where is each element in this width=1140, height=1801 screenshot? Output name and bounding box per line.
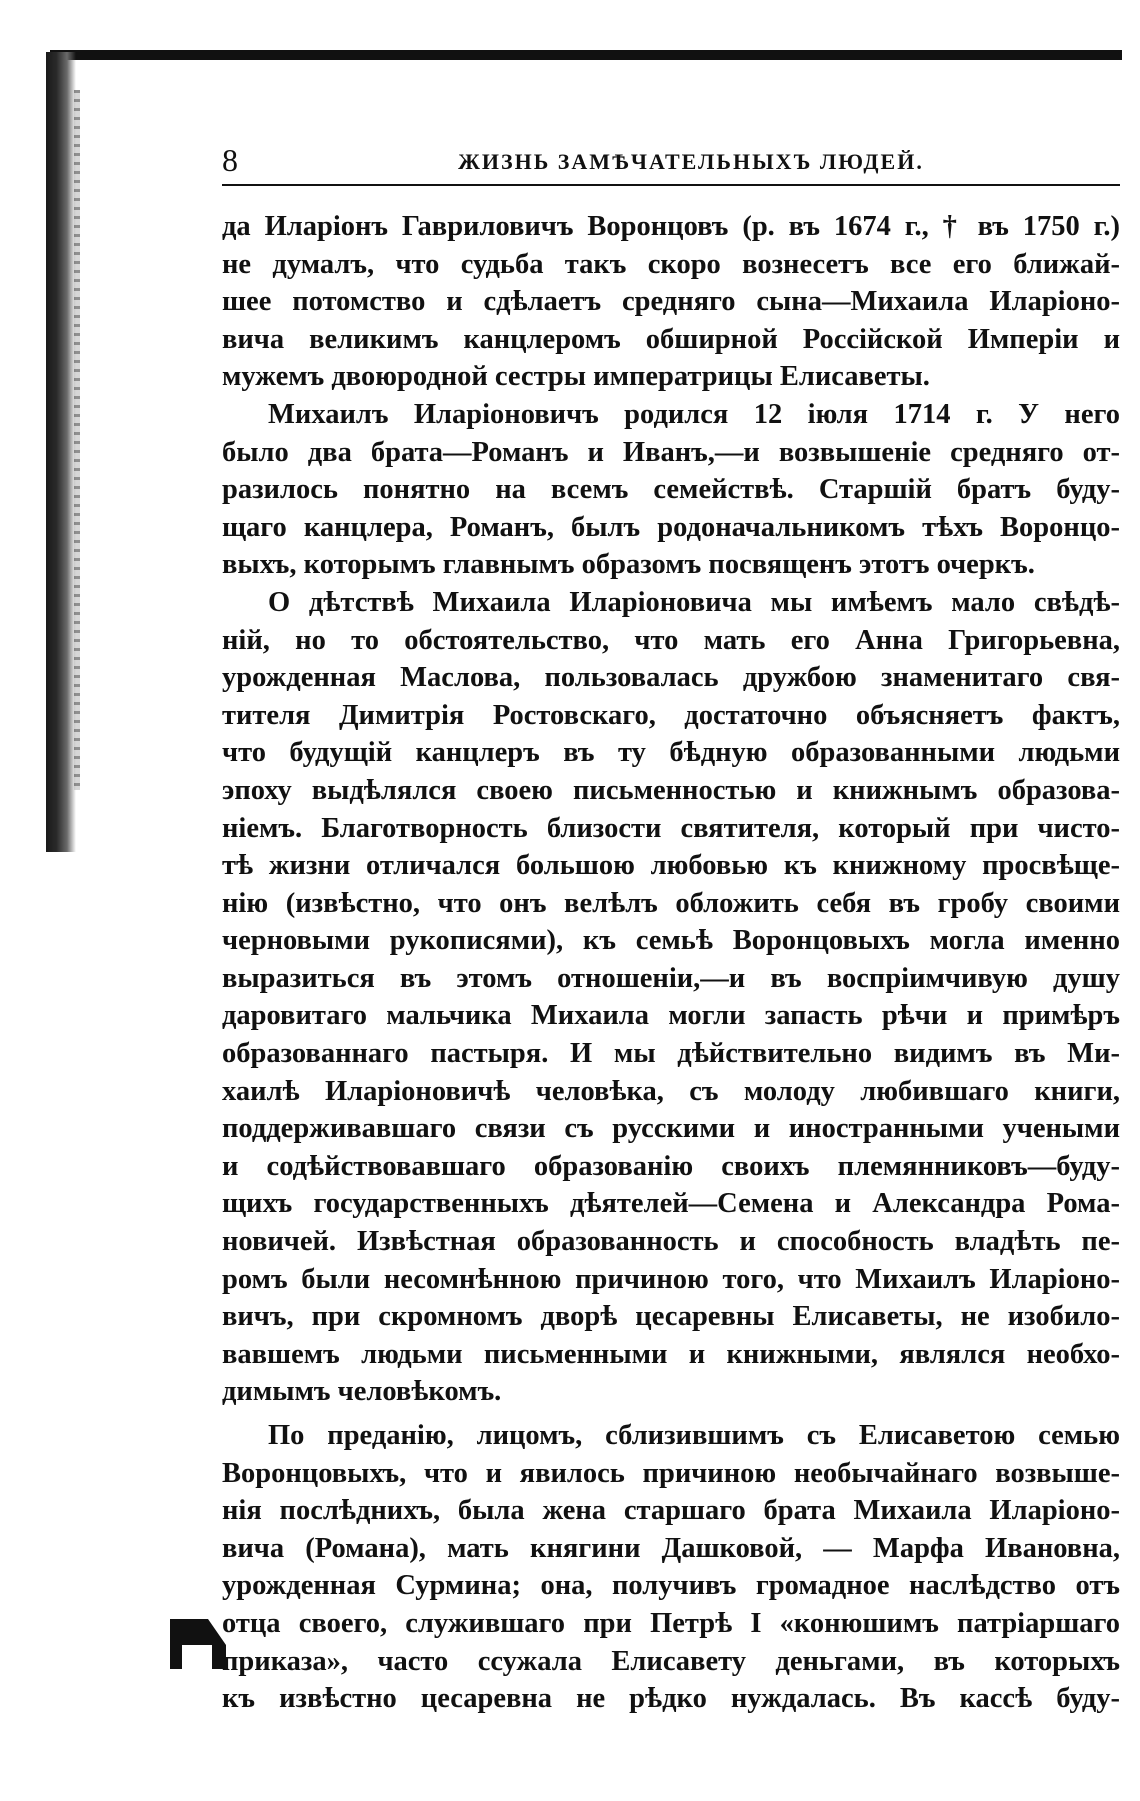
text-line: выхъ, которымъ главнымъ образомъ посвященъ этотъ очеркъ.	[222, 549, 1035, 581]
text-line: даровитаго мальчика Михаила могли запасть рѣчи и примѣръ	[222, 1000, 1120, 1032]
scan-shadow-left	[74, 90, 80, 790]
text-line: Михаилъ Иларіоновичъ родился 12 іюля 1714 г. У него	[268, 398, 1120, 430]
text-line: разилось понятно на всемъ семействѣ. Старшій братъ буду-	[222, 474, 1120, 506]
text-line: нію (извѣстно, что онъ велѣлъ обложить себя въ гробу своими	[222, 887, 1120, 919]
text-line: эпоху выдѣлялся своею письменностью и книжнымъ образова-	[222, 774, 1120, 806]
scan-border-top	[50, 50, 1122, 60]
text-line: выразиться въ этомъ отношеніи,—и въ воспріимчивую душу	[222, 962, 1120, 994]
running-title: ЖИЗНЬ ЗАМѢЧАТЕЛЬНЫХЪ ЛЮДЕЙ.	[458, 149, 924, 174]
text-line: и содѣйствовавшаго образованію своихъ племянниковъ—буду-	[222, 1150, 1120, 1182]
text-line: ромъ были несомнѣнною причиною того, что Михаилъ Иларіоно-	[222, 1263, 1120, 1295]
text-line: По преданію, лицомъ, сблизившимъ съ Елисаветою семью	[268, 1420, 1120, 1451]
text-line: шее потомство и сдѣлаетъ средняго сына—Михаила Иларіоно-	[222, 286, 1120, 318]
page-corner-mark	[168, 1615, 228, 1669]
text-line: отца своего, служившаго при Петрѣ I «конюшимъ патріаршаго	[222, 1607, 1120, 1639]
page-number: 8	[222, 142, 238, 178]
text-line: щаго канцлера, Романъ, былъ родоначальникомъ тѣхъ Воронцо-	[222, 511, 1120, 543]
text-line: не думалъ, что судьба такъ скоро вознесетъ все его ближай-	[222, 248, 1120, 280]
text-line: черновыми рукописями), къ семьѣ Воронцовыхъ могла именно	[222, 925, 1120, 957]
text-line: хаилѣ Иларіоновичѣ человѣка, съ молоду любившаго книги,	[222, 1075, 1120, 1107]
text-line: вича (Романа), мать княгини Дашковой, — Марфа Ивановна,	[222, 1532, 1120, 1564]
text-line: щихъ государственныхъ дѣятелей—Семена и Александра Рома-	[222, 1188, 1120, 1220]
text-line: О дѣтствѣ Михаила Иларіоновича мы имѣемъ мало свѣдѣ-	[268, 586, 1120, 618]
text-line: урожденная Маслова, пользовалась дружбою знаменитаго свя-	[222, 662, 1120, 694]
text-line: да Иларіонъ Гавриловичъ Воронцовъ (р. въ 1674 г., † въ 1750 г.)	[222, 211, 1120, 242]
text-line: было два брата—Романъ и Иванъ,—и возвышеніе средняго от-	[222, 436, 1120, 468]
text-line: приказа», часто ссужала Елисавету деньгами, въ которыхъ	[222, 1645, 1120, 1677]
text-line: тѣ жизни отличался большою любовью къ книжному просвѣще-	[222, 850, 1120, 882]
text-line: мужемъ двоюродной сестры императрицы Елисаветы.	[222, 361, 930, 393]
scan-border-left	[46, 52, 76, 852]
text-line: вича великимъ канцлеромъ обширной Россійской Имперіи и	[222, 323, 1120, 355]
text-line: нія послѣднихъ, была жена старшаго брата Михаила Иларіоно-	[222, 1495, 1120, 1527]
text-line: урожденная Сурмина; она, получивъ громадное наслѣдство отъ	[222, 1570, 1120, 1602]
page-header	[222, 140, 1120, 186]
text-line: тителя Димитрія Ростовскаго, достаточно объясняетъ фактъ,	[222, 699, 1120, 731]
text-line: димымъ человѣкомъ.	[222, 1376, 502, 1408]
body-text	[222, 208, 1120, 1718]
text-line: новичей. Извѣстная образованность и способность владѣть пе-	[222, 1226, 1120, 1258]
text-line: вавшемъ людьми письменными и книжными, являлся необхо-	[222, 1338, 1120, 1370]
text-line: къ извѣстно цесаревна не рѣдко нуждалась. Въ кассѣ буду-	[222, 1683, 1120, 1715]
text-line: что будущій канцлеръ въ ту бѣдную образованными людьми	[222, 737, 1120, 769]
text-line: поддерживавшаго связи съ русскими и иностранными учеными	[222, 1113, 1120, 1145]
text-line: образованнаго пастыря. И мы дѣйствительно видимъ въ Ми-	[222, 1038, 1120, 1070]
text-line: ніемъ. Благотворность близости святителя, который при чисто-	[222, 812, 1120, 844]
text-line: Воронцовыхъ, что и явилось причиною необычайнаго возвыше-	[222, 1457, 1120, 1489]
text-line: ній, но то обстоятельство, что мать его Анна Григорьевна,	[222, 624, 1120, 656]
text-line: вичъ, при скромномъ дворѣ цесаревны Елисаветы, не изобило-	[222, 1301, 1120, 1333]
